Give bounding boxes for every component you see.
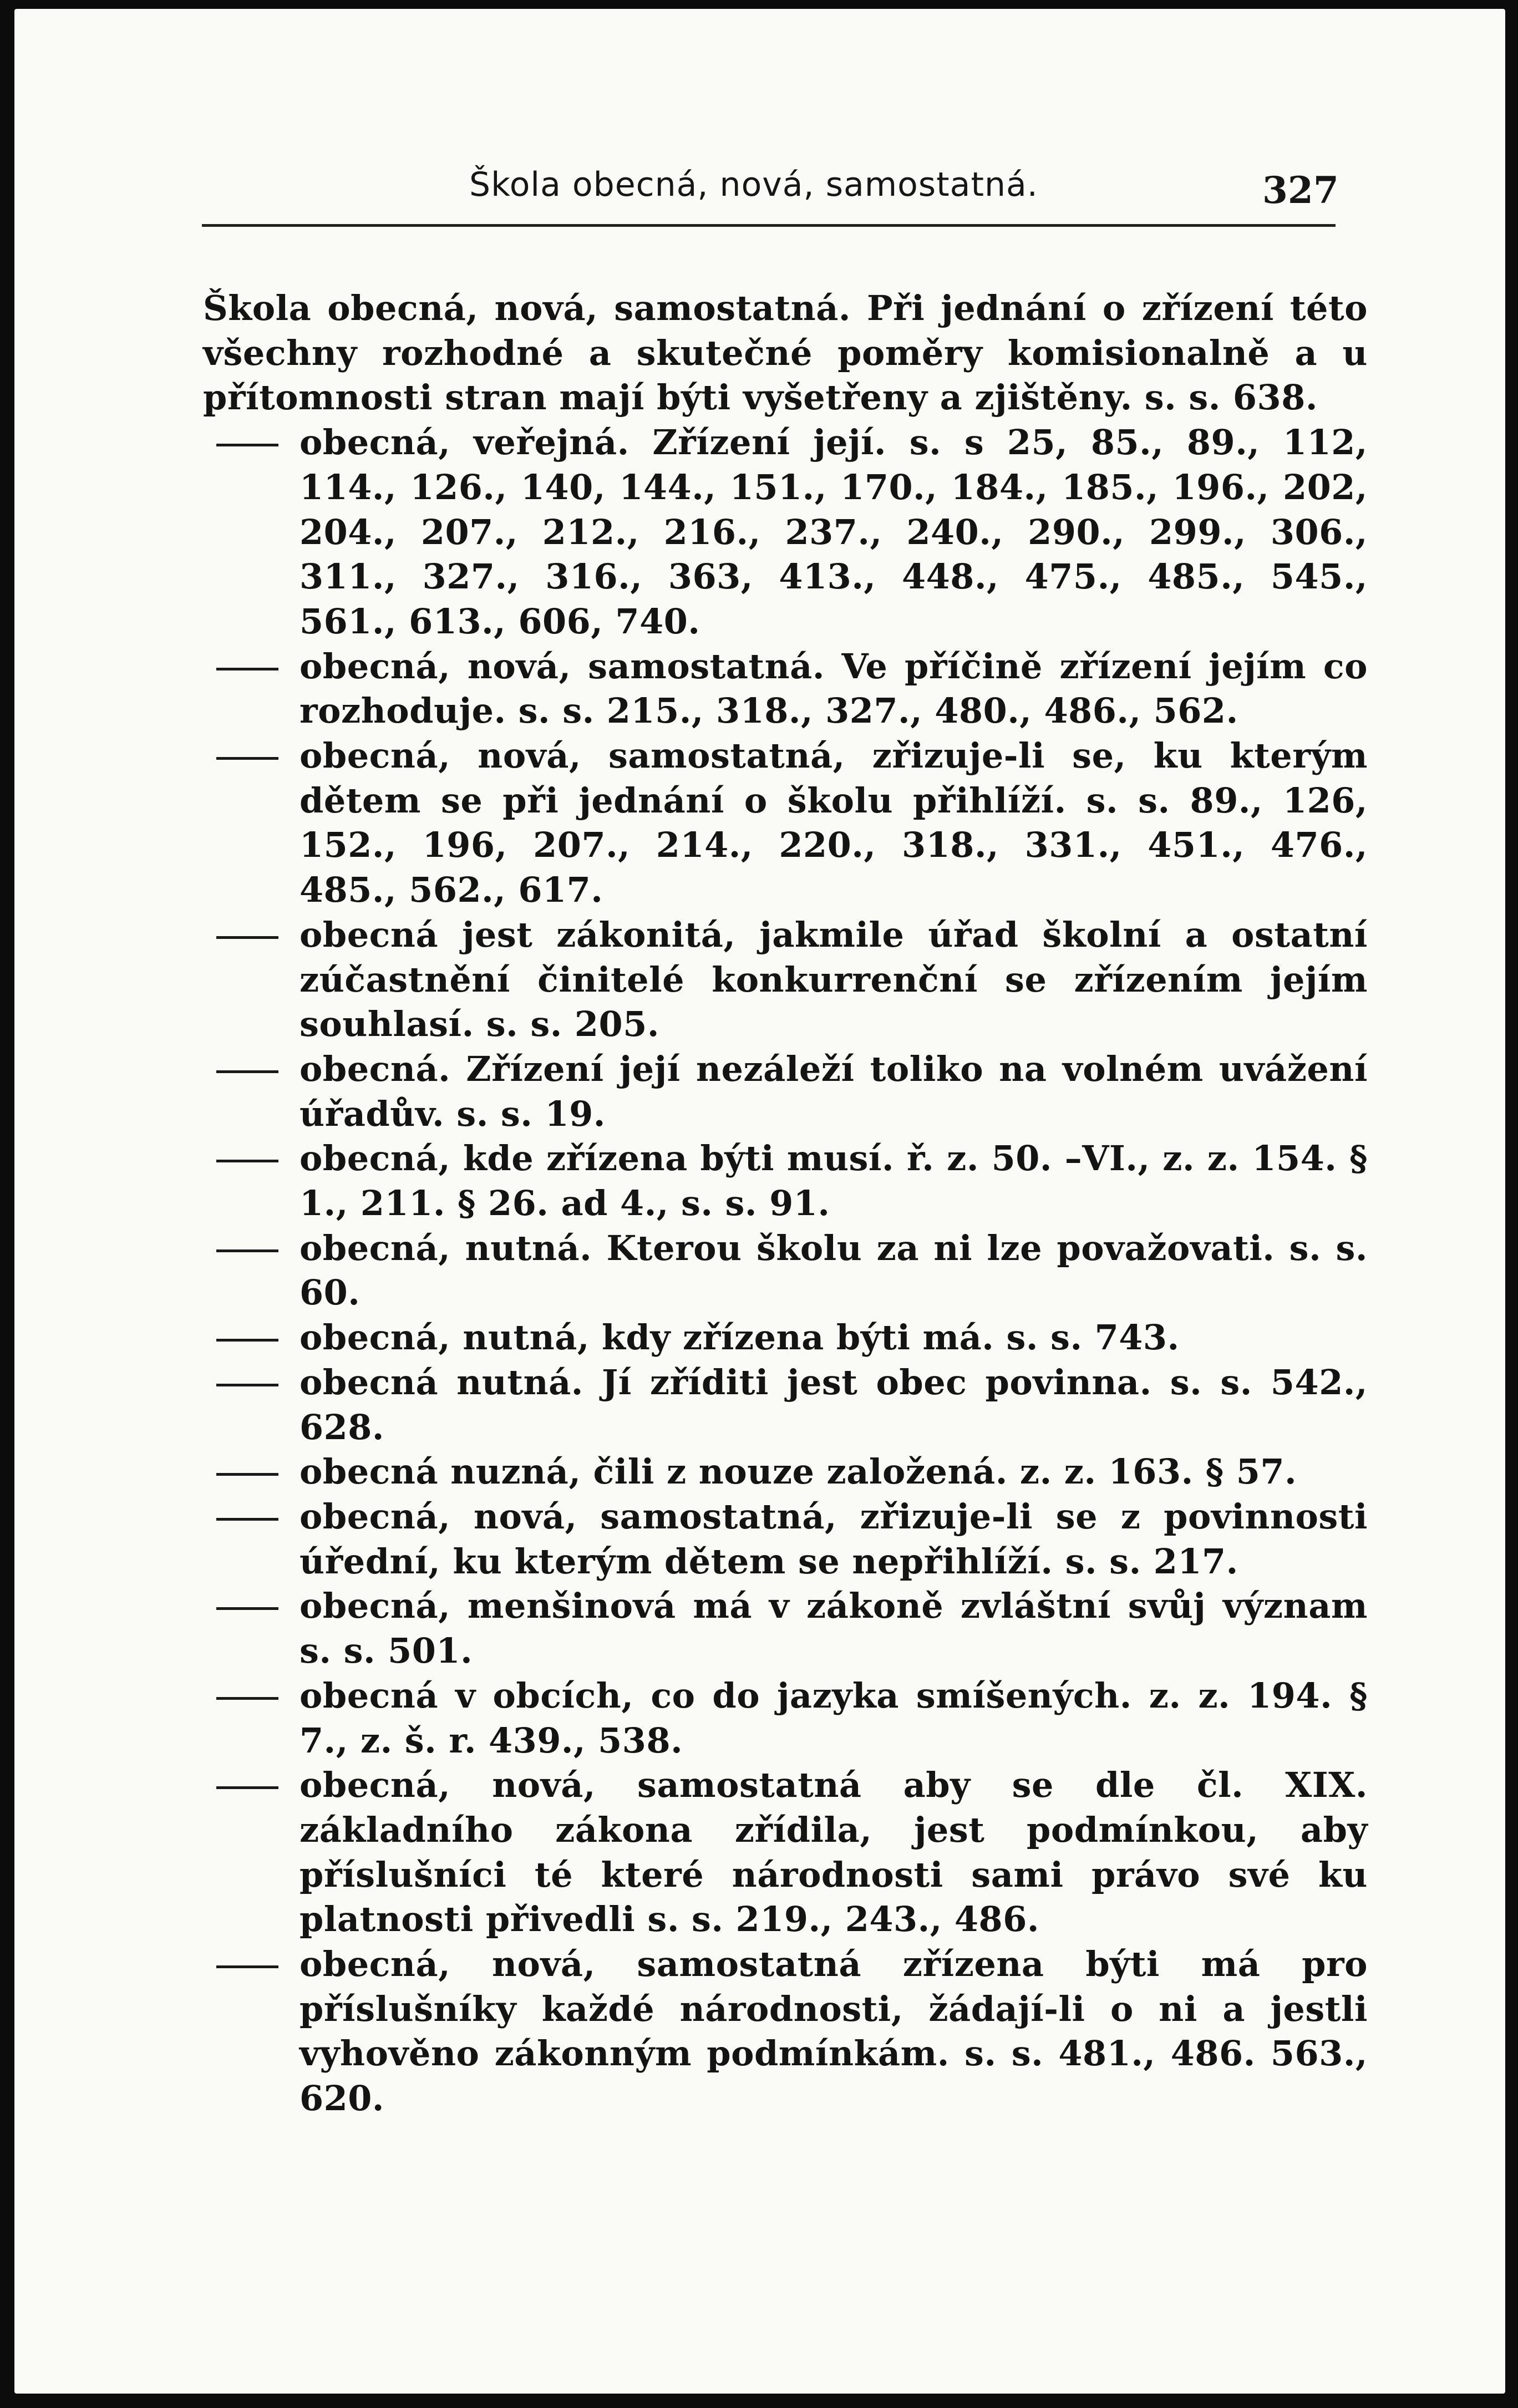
entry-text: Škola obecná, nová, samostatná. Při jednání o zřízení této všechny rozhodné a skutečné poměry komisionalně a u přítomnosti stran mají býti vyšetřeny a zjištěny. s. s. 638.: [203, 288, 1368, 418]
index-entry: [203, 1047, 1368, 1136]
index-entry: [203, 1136, 1368, 1226]
index-entry: [203, 1450, 1368, 1495]
entry-text: obecná, nutná, kdy zřízena býti má. s. s. 743.: [299, 1317, 1180, 1358]
entry-text: obecná, kde zřízena býti musí. ř. z. 50. –VI., z. z. 154. § 1., 211. § 26. ad 4., s. s. 91.: [299, 1138, 1368, 1224]
entry-text: obecná, nová, samostatná aby se dle čl. XIX. základního zákona zřídila, jest podmínkou, aby příslušníci té které národnosti sami právo své ku platnosti přivedli s. s. 219., 243., 486.: [299, 1765, 1368, 1940]
index-entry: [203, 644, 1368, 734]
index-entry: [203, 1584, 1368, 1673]
entry-text: obecná. Zřízení její nezáleží toliko na volném uvážení úřadův. s. s. 19.: [299, 1048, 1368, 1134]
index-entry: [203, 286, 1368, 420]
entry-text: obecná v obcích, co do jazyka smíšených. z. z. 194. § 7., z. š. r. 439., 538.: [299, 1675, 1368, 1761]
entry-text: obecná, nutná. Kterou školu za ni lze považovati. s. s. 60.: [299, 1227, 1368, 1313]
entry-text: obecná, nová, samostatná. Ve příčině zřízení jejím co rozhoduje. s. s. 215., 318., 327., 480., 486., 562.: [299, 646, 1368, 731]
index-entry: [203, 1315, 1368, 1360]
index-entry: [203, 420, 1368, 644]
index-entries: [203, 286, 1368, 2121]
book-page: [14, 9, 1505, 2394]
index-entry: [203, 1674, 1368, 1763]
entry-text: obecná, veřejná. Zřízení její. s. s 25, 85., 89., 112, 114., 126., 140, 144., 151., 170., 184., 185., 196., 202, 204., 207., 212., 216., 237., 240., 290., 299., 306., 311., 327., 316., 363, 413., 448., 475., 485., 545., 561., 613., 606, 740.: [299, 422, 1368, 642]
entry-text: obecná jest zákonitá, jakmile úřad školní a ostatní zúčastnění činitelé konkurrenční se zřízením jejím souhlasí. s. s. 205.: [299, 914, 1368, 1045]
entry-text: obecná nuzná, čili z nouze založená. z. z. 163. § 57.: [299, 1451, 1297, 1492]
header-rule: [202, 224, 1336, 227]
index-entry: [203, 1226, 1368, 1315]
entry-text: obecná nutná. Jí zříditi jest obec povinna. s. s. 542., 628.: [299, 1362, 1368, 1447]
index-entry: [203, 1495, 1368, 1584]
index-entry: [203, 1360, 1368, 1450]
running-head-title: Škola obecná, nová, samostatná.: [469, 165, 1038, 204]
index-entry: [203, 734, 1368, 913]
entry-text: obecná, nová, samostatná, zřizuje-li se z povinnosti úřední, ku kterým dětem se nepřihlíží. s. s. 217.: [299, 1496, 1368, 1582]
page-number: 327: [1262, 169, 1339, 212]
entry-text: obecná, nová, samostatná, zřizuje-li se, ku kterým dětem se při jednání o školu přihlíží. s. s. 89., 126, 152., 196, 207., 214., 220., 318., 331., 451., 476., 485., 562., 617.: [299, 735, 1368, 911]
running-head: [14, 165, 1505, 232]
index-entry: [203, 1942, 1368, 2121]
entry-text: obecná, menšinová má v zákoně zvláštní svůj význam s. s. 501.: [299, 1586, 1368, 1672]
entry-text: obecná, nová, samostatná zřízena býti má pro příslušníky každé národnosti, žádají-li o ni a jestli vyhověno zákonným podmínkám. s. s. 481., 486. 563., 620.: [299, 1944, 1368, 2119]
index-entry: [203, 1763, 1368, 1942]
index-entry: [203, 913, 1368, 1047]
